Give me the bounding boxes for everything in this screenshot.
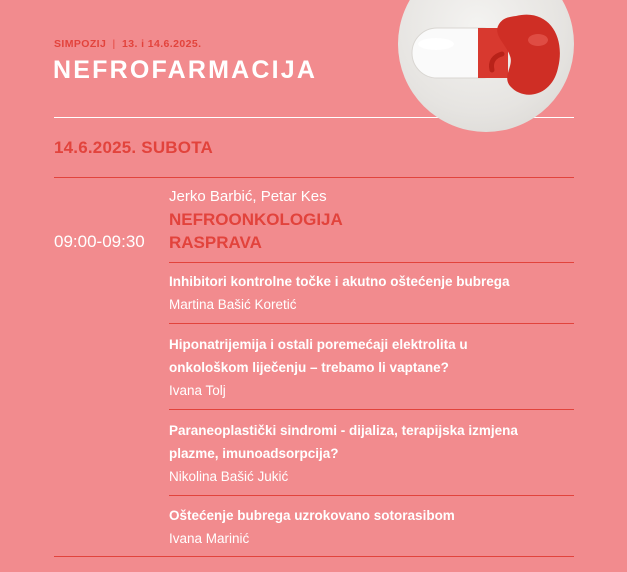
talk-speaker: Nikolina Bašić Jukić bbox=[169, 469, 289, 484]
talk-title: onkološkom liječenju – trebamo li vaptane? bbox=[169, 360, 449, 375]
talk-title: Inhibitori kontrolne točke i akutno oštećenje bubrega bbox=[169, 274, 510, 289]
talk-item bbox=[169, 504, 574, 550]
session-chairs: Jerko Barbić, Petar Kes bbox=[169, 188, 327, 205]
separator: | bbox=[112, 38, 116, 50]
session-title bbox=[169, 208, 343, 254]
pill-kidney-icon bbox=[398, 0, 574, 132]
session-title-line: NEFROONKOLOGIJA bbox=[169, 210, 343, 229]
talk-item bbox=[169, 333, 574, 402]
event-label bbox=[54, 38, 201, 50]
talk-speaker: Ivana Tolj bbox=[169, 383, 226, 398]
divider bbox=[169, 409, 574, 410]
session-title-line: RASPRAVA bbox=[169, 233, 262, 252]
divider bbox=[169, 323, 574, 324]
talk-speaker: Martina Bašić Koretić bbox=[169, 297, 297, 312]
divider bbox=[54, 556, 574, 557]
day-heading: 14.6.2025. SUBOTA bbox=[54, 138, 213, 157]
event-type: SIMPOZIJ bbox=[54, 38, 107, 50]
event-dates: 13. i 14.6.2025. bbox=[122, 38, 202, 50]
talk-title: Hiponatrijemija i ostali poremećaji elektrolita u bbox=[169, 337, 468, 352]
talk-title: Paraneoplastički sindromi - dijaliza, terapijska izmjena bbox=[169, 423, 518, 438]
divider bbox=[54, 177, 574, 178]
talk-item bbox=[169, 419, 574, 488]
page-title: NEFROFARMACIJA bbox=[53, 56, 318, 84]
session-time: 09:00-09:30 bbox=[54, 232, 145, 251]
talk-item bbox=[169, 270, 574, 316]
talk-title: plazme, imunoadsorpcija? bbox=[169, 446, 339, 461]
talk-title: Oštećenje bubrega uzrokovano sotorasibom bbox=[169, 508, 455, 523]
divider bbox=[169, 262, 574, 263]
divider bbox=[169, 495, 574, 496]
talk-speaker: Ivana Marinić bbox=[169, 531, 250, 546]
